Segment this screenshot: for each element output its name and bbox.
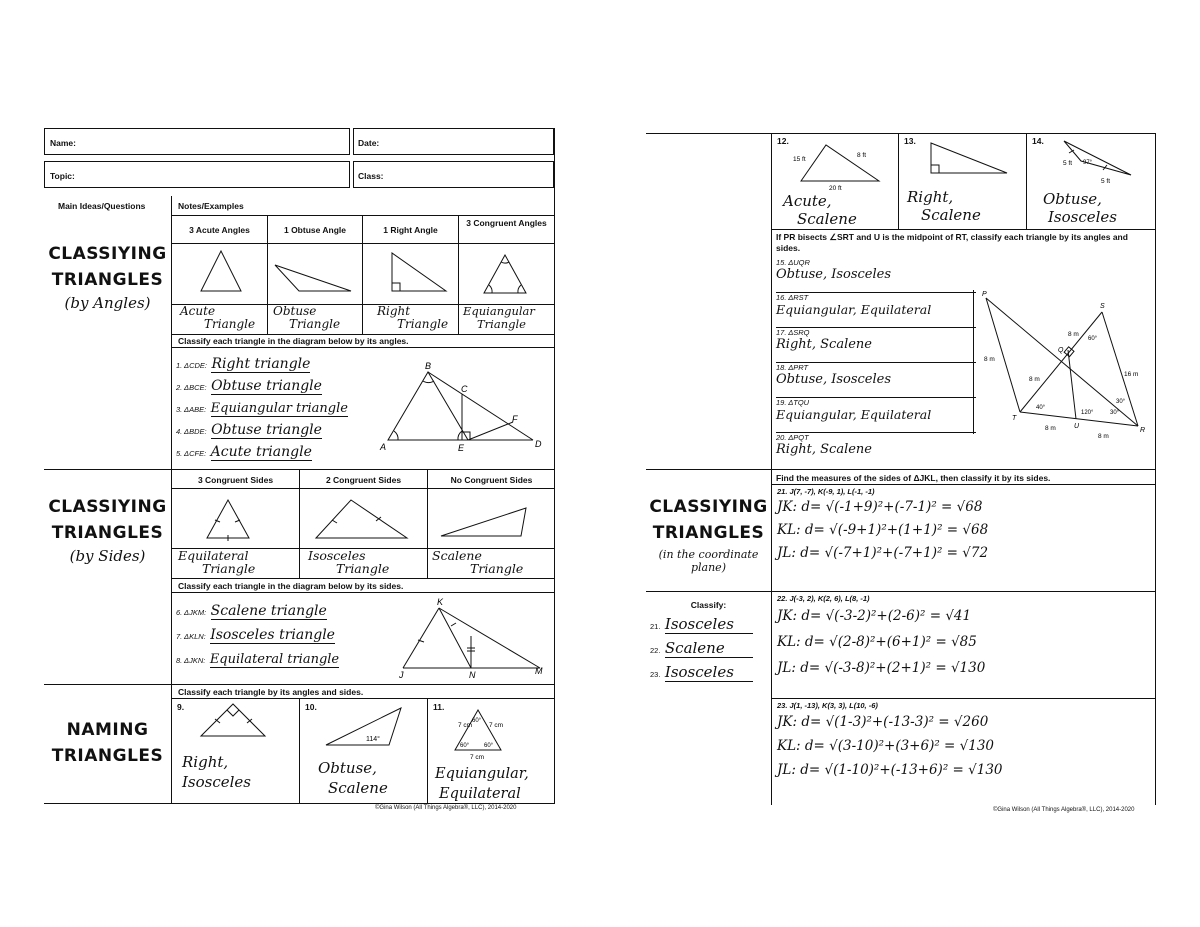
label-E: E	[458, 443, 465, 453]
section-title: TRIANGLES	[51, 270, 164, 290]
answer-line1: Scalene	[432, 548, 482, 563]
svg-text:60°: 60°	[484, 743, 494, 749]
svg-text:8 m: 8 m	[1068, 331, 1079, 338]
label-D: D	[535, 439, 542, 449]
label-M: M	[535, 666, 543, 676]
label-A: A	[380, 442, 387, 452]
svg-text:R: R	[1140, 427, 1146, 434]
section-subtitle: (by Angles)	[64, 294, 151, 312]
svg-text:8 m: 8 m	[1029, 376, 1040, 383]
answer-line1: Equiangular	[463, 304, 535, 318]
label-N: N	[469, 670, 476, 680]
angle-type-triangles	[171, 243, 555, 304]
section-title: CLASSIYING	[48, 497, 167, 517]
problem-number: 10.	[305, 702, 317, 712]
date-label: Date:	[358, 138, 380, 148]
column-header: 3 Congruent Angles	[466, 218, 547, 228]
answer-line2: Triangle	[336, 561, 390, 576]
section-title: NAMING	[66, 720, 149, 740]
instruction: Find the measures of the sides of ΔJKL, then classify it by its sides.	[776, 473, 1051, 483]
angle-label: 114°	[366, 736, 380, 743]
answer-line2: Scalene	[921, 206, 981, 224]
answer-line2: Triangle	[204, 317, 256, 331]
svg-text:P: P	[982, 291, 987, 298]
svg-text:8 m: 8 m	[1098, 433, 1109, 440]
answer-line1: Right,	[182, 753, 229, 771]
svg-text:30°: 30°	[1110, 410, 1120, 416]
copyright: ©Gina Wilson (All Things Algebra®, LLC), 2014-2020	[993, 807, 1135, 813]
answer-line2: Triangle	[202, 561, 256, 576]
coord-problem-22: 22. J(-3, 2), K(2, 6), L(8, -1) JK: d= √(-3-2)²+(2-6)² = √41 KL: d= √(2-8)²+(6+1)² = √85 JL: d= √(-3-8)²+(2+1)² = √130	[777, 594, 986, 676]
side-answers: 6. ΔJKM: Scalene triangle 7. ΔKLN: Isosceles triangle 8. ΔJKN: Equilateral triangle	[176, 603, 340, 667]
svg-text:8 m: 8 m	[984, 356, 995, 363]
svg-text:97°: 97°	[1083, 160, 1093, 166]
bisect-diagram	[976, 288, 1151, 438]
column-header: 1 Right Angle	[383, 225, 438, 235]
naming-triangles	[171, 698, 555, 761]
svg-text:15 ft: 15 ft	[793, 156, 806, 163]
section-title: TRIANGLES	[51, 746, 164, 766]
classify-label: Classify:	[690, 600, 727, 610]
answer-line1: Isosceles	[308, 548, 366, 563]
answer-line2: Triangle	[470, 561, 524, 576]
class-label: Class:	[358, 171, 384, 181]
svg-text:7 cm: 7 cm	[489, 722, 504, 729]
label-F: F	[512, 414, 518, 424]
angle-answers: 1. ΔCDE: Right triangle 2. ΔBCE: Obtuse triangle 3. ΔABE: Equiangular triangle 4. ΔBDE: Obtuse triangle 5. ΔCFE: Acute triangle	[176, 356, 348, 460]
section-title: CLASSIYING	[649, 497, 768, 517]
svg-text:U: U	[1074, 423, 1080, 430]
svg-text:40°: 40°	[1036, 405, 1046, 411]
bisect-answers: 15. ΔUQR Obtuse, Isosceles 16. ΔRST Equiangular, Equilateral 17. ΔSRQ Right, Scalene 18. ΔPRT Obtuse, Isosceles 19. ΔTQU Equiangular, Equilateral 20. ΔPQT Right, Scalene	[776, 258, 976, 463]
column-header: 3 Congruent Sides	[197, 475, 274, 485]
answer-line1: Equiangular,	[435, 766, 529, 782]
answer-line1: Right,	[907, 188, 954, 206]
answer-line1: Right	[377, 304, 411, 318]
label-J: J	[399, 670, 404, 680]
main-ideas-heading: Main Ideas/Questions	[58, 201, 146, 211]
section-title: TRIANGLES	[652, 523, 765, 543]
svg-text:120°: 120°	[1081, 410, 1094, 416]
svg-text:Q: Q	[1058, 347, 1064, 354]
copyright: ©Gina Wilson (All Things Algebra®, LLC), 2014-2020	[375, 805, 517, 811]
svg-text:60°: 60°	[1088, 336, 1098, 342]
answer-line2: Equilateral	[439, 786, 521, 802]
classify-answers: 21. Isosceles 22. Scalene 23. Isosceles	[650, 615, 768, 687]
answer-line1: Acute	[180, 304, 216, 318]
name-box[interactable]	[44, 128, 350, 155]
instruction: Classify each triangle by its angles and sides.	[178, 687, 364, 697]
side-type-triangles	[171, 488, 555, 548]
section-subtitle: (in the coordinate plane)	[658, 548, 759, 574]
svg-text:7 cm: 7 cm	[470, 754, 485, 761]
section-divider	[44, 684, 555, 685]
instruction: Classify each triangle in the diagram below by its angles.	[178, 336, 409, 346]
svg-text:20 ft: 20 ft	[829, 185, 842, 192]
topic-label: Topic:	[50, 171, 75, 181]
answer-line2: Isosceles	[1048, 208, 1118, 226]
problem-number: 14.	[1032, 136, 1044, 146]
topic-box[interactable]	[44, 161, 350, 188]
instruction: Classify each triangle in the diagram below by its sides.	[178, 581, 404, 591]
instruction: If PR bisects ∠SRT and U is the midpoint of RT, classify each triangle by its angles and sides.	[776, 232, 1128, 253]
svg-text:5 ft: 5 ft	[1063, 160, 1073, 167]
svg-text:8 m: 8 m	[1045, 425, 1056, 432]
problem-number: 11.	[433, 702, 445, 712]
answer-line1: Obtuse	[273, 304, 317, 318]
svg-text:5 ft: 5 ft	[1101, 178, 1111, 185]
column-header: 1 Obtuse Angle	[283, 225, 347, 235]
column-header: 2 Congruent Sides	[325, 475, 402, 485]
svg-text:30°: 30°	[1116, 399, 1126, 405]
svg-text:8 ft: 8 ft	[857, 152, 867, 159]
coord-problem-21: 21. J(7, -7), K(-9, 1), L(-1, -1) JK: d= √(-1+9)²+(-7-1)² = √68 KL: d= √(-9+1)²+(1+1)² = √68 JL: d= √(-7+1)²+(-7+1)² = √72	[777, 487, 989, 561]
answer-line2: Isosceles	[182, 773, 252, 791]
answer-line1: Obtuse,	[318, 759, 377, 777]
svg-text:S: S	[1100, 303, 1105, 310]
angle-diagram	[378, 360, 548, 460]
answer-line2: Triangle	[289, 317, 341, 331]
date-box[interactable]	[353, 128, 554, 155]
svg-text:T: T	[1012, 415, 1017, 422]
section-title: CLASSIYING	[48, 244, 167, 264]
name-label: Name:	[50, 138, 76, 148]
problem-number: 12.	[777, 136, 789, 146]
answer-line1: Acute,	[783, 192, 832, 210]
problem-number: 9.	[177, 702, 185, 712]
label-K: K	[437, 597, 444, 607]
problem-number: 13.	[904, 136, 916, 146]
coord-problem-23: 23. J(1, -13), K(3, 3), L(10, -6) JK: d= √(1-3)²+(-13-3)² = √260 KL: d= √(3-10)²+(3+6)² = √130 JL: d= √(1-10)²+(-13+6)² = √130	[777, 701, 1003, 778]
svg-text:60°: 60°	[460, 743, 470, 749]
answer-line1: Equilateral	[178, 548, 249, 563]
section-subtitle: (by Sides)	[69, 547, 146, 565]
section-title: TRIANGLES	[51, 523, 164, 543]
top-triangles	[771, 133, 1155, 193]
side-diagram	[375, 596, 550, 681]
answer-line2: Triangle	[477, 317, 526, 331]
answer-line1: Obtuse,	[1043, 190, 1102, 208]
label-C: C	[461, 384, 468, 394]
column-header: 3 Acute Angles	[189, 225, 250, 235]
answer-line2: Scalene	[328, 779, 388, 797]
answer-line2: Triangle	[397, 317, 449, 331]
answer-line2: Scalene	[797, 210, 857, 228]
svg-text:60°: 60°	[472, 718, 482, 724]
label-B: B	[425, 361, 432, 371]
svg-text:16 m: 16 m	[1124, 371, 1139, 378]
notes-heading: Notes/Examples	[178, 201, 244, 211]
column-header: No Congruent Sides	[450, 475, 533, 485]
svg-text:7 cm: 7 cm	[458, 722, 473, 729]
